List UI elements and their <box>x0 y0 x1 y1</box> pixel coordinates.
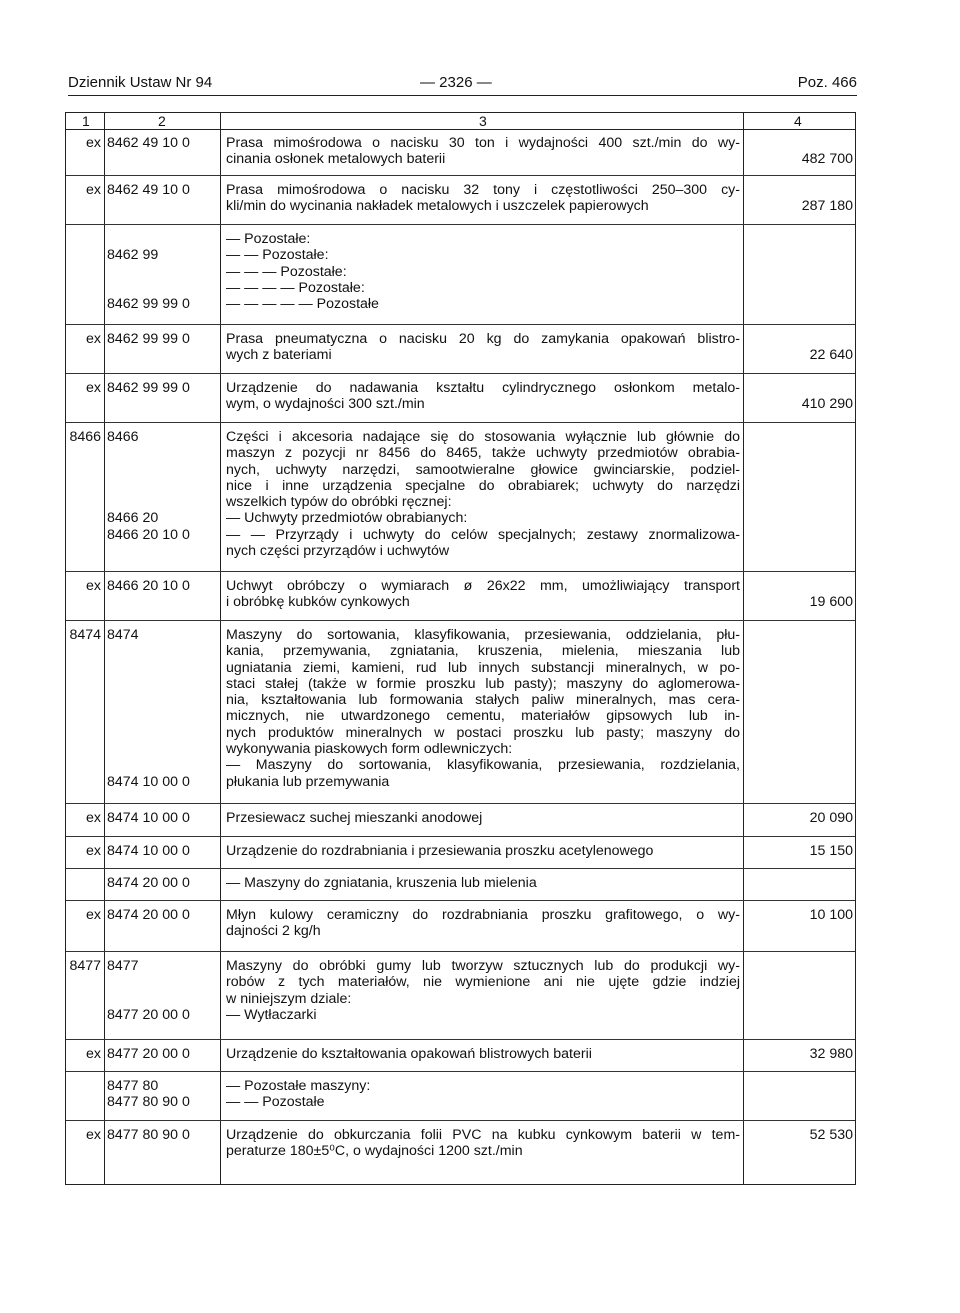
cn-code <box>107 494 217 510</box>
row-marker: 8477 <box>69 958 101 974</box>
description-line: cinania osłonek metalowych baterii <box>226 151 446 168</box>
description-line: wykonywania piaskowych form odlewniczych: <box>226 741 513 758</box>
value-cell: 32 980 <box>809 1046 853 1062</box>
row-separator <box>66 803 855 804</box>
row-marker: ex <box>86 182 101 198</box>
description-cell <box>226 331 740 364</box>
cn-code: 8474 10 00 0 <box>107 773 190 790</box>
row-separator <box>66 951 855 952</box>
cn-code <box>107 280 217 296</box>
column-header-3: 3 <box>479 113 487 129</box>
cn-code: 8474 10 00 0 <box>107 843 190 859</box>
description-cell <box>226 182 740 215</box>
description-line: Maszyny do sortowania, klasyfikowania, przesiewania, oddzielania, płu- <box>226 627 740 643</box>
description-cell <box>226 135 740 168</box>
description-line: peraturze 180±5⁰C, o wydajności 1200 szt./min <box>226 1143 523 1160</box>
description-line: staci stałej (także w formie proszku lub pasty); maszyny do aglomerowa- <box>226 675 740 692</box>
description-cell <box>226 380 740 413</box>
row-marker: ex <box>86 843 101 859</box>
value-cell: 52 530 <box>809 1127 853 1143</box>
column-header-2: 2 <box>158 113 166 129</box>
description-line: kania, przemywania, zgniatania, kruszenia, mielenia, mieszania lub <box>226 643 740 660</box>
cn-code-cell <box>107 231 217 312</box>
value-cell: 410 290 <box>801 396 853 413</box>
description-line: Prasa mimośrodowa o nacisku 30 ton i wydajności 400 szt./min do wy- <box>226 135 740 151</box>
description-line: dajności 2 kg/h <box>226 923 321 940</box>
description-line: Urządzenie do kształtowania opakowań blistrowych baterii <box>226 1046 592 1062</box>
row-marker: ex <box>86 1046 101 1062</box>
description-line: wych z bateriami <box>226 347 332 364</box>
row-marker: ex <box>86 135 101 151</box>
description-line: — — Pozostałe: <box>226 247 329 264</box>
description-cell <box>226 843 740 859</box>
value-cell: 287 180 <box>801 198 853 215</box>
row-separator <box>66 422 855 423</box>
cn-code <box>107 741 217 757</box>
row-separator <box>66 571 855 572</box>
row-marker: ex <box>86 810 101 826</box>
cn-code-cell <box>107 958 217 1023</box>
position-number: Poz. 466 <box>797 74 857 91</box>
description-line: Uchwyt obróbczy o wymiarach ø 26x22 mm, umożliwiający transport <box>226 578 740 594</box>
description-line: — Maszyny do sortowania, klasyfikowania, przesiewania, rozdzielania, <box>226 757 740 774</box>
row-marker: 8474 <box>69 627 101 643</box>
cn-code-cell <box>107 380 217 396</box>
description-line: — — — — Pozostałe: <box>226 279 365 296</box>
cn-code <box>107 478 217 494</box>
description-line: Części i akcesoria nadające się do stosowania wyłącznie lub głównie do <box>226 429 740 445</box>
description-line: nia, kształtowania lub formowania stałych paliw mineralnych, mas cera- <box>226 692 740 709</box>
cn-code <box>107 264 217 280</box>
cn-code: 8462 99 99 0 <box>107 331 190 347</box>
cn-code-cell <box>107 875 217 891</box>
value-cell: 22 640 <box>809 347 853 364</box>
description-line: Urządzenie do obkurczania folii PVC na kubku cynkowym baterii w tem- <box>226 1127 740 1143</box>
cn-code: 8466 <box>107 429 139 445</box>
cn-code <box>107 660 217 676</box>
cn-code: 8462 49 10 0 <box>107 135 190 151</box>
description-line: i obróbkę kubków cynkowych <box>226 594 410 611</box>
value-cell: 15 150 <box>809 843 853 859</box>
description-line: robów z tych materiałów, nie wymienione ani nie ujęte gdzie indziej <box>226 974 740 991</box>
row-marker: ex <box>86 331 101 347</box>
cn-code <box>107 676 217 692</box>
row-separator <box>66 373 855 374</box>
description-line: Maszyny do obróbki gumy lub tworzyw sztucznych lub do produkcji wy- <box>226 958 740 974</box>
description-line: wym, o wydajności 300 szt./min <box>226 396 425 413</box>
cn-code-cell <box>107 627 217 790</box>
cn-code <box>107 708 217 724</box>
cn-code: 8477 20 00 0 <box>107 1046 190 1062</box>
cn-code: 8466 20 10 0 <box>107 578 190 594</box>
row-separator <box>66 175 855 176</box>
column-divider <box>104 113 105 1184</box>
cn-code-cell <box>107 135 217 151</box>
row-marker: ex <box>86 1127 101 1143</box>
cn-code: 8474 10 00 0 <box>107 810 190 826</box>
column-header-1: 1 <box>82 113 90 129</box>
description-line: kli/min do wycinania nakładek metalowych i uszczelek papierowych <box>226 198 649 215</box>
value-cell: 20 090 <box>809 810 853 826</box>
description-line: nych części przyrządów i uchwytów <box>226 543 450 560</box>
cn-code: 8477 80 90 0 <box>107 1127 190 1143</box>
value-cell: 19 600 <box>809 594 853 611</box>
description-line: Młyn kulowy ceramiczny do rozdrabniania proszku grafitowego, o wy- <box>226 907 740 923</box>
cn-code-cell <box>107 810 217 826</box>
cn-code: 8462 99 99 0 <box>107 296 190 313</box>
description-line: — — Przyrządy i uchwyty do celów specjalnych; zestawy znormalizowa- <box>226 526 740 543</box>
cn-code <box>107 974 217 990</box>
cn-code: 8466 20 <box>107 510 159 527</box>
cn-code-cell <box>107 331 217 347</box>
description-cell <box>226 1127 740 1160</box>
description-cell <box>226 875 740 891</box>
description-line: micznych, nie utwardzonego cementu, materiałów gipsowych lub in- <box>226 708 740 725</box>
cn-code <box>107 462 217 478</box>
description-line: w niniejszym dziale: <box>226 990 352 1007</box>
cn-code: 8474 20 00 0 <box>107 907 190 923</box>
cn-code-cell <box>107 182 217 198</box>
cn-code <box>107 757 217 773</box>
cn-code-cell <box>107 907 217 923</box>
cn-code <box>107 231 217 247</box>
cn-code <box>107 692 217 708</box>
row-separator <box>66 620 855 621</box>
description-line: — Pozostałe maszyny: <box>226 1078 371 1094</box>
row-marker: 8466 <box>69 429 101 445</box>
row-separator <box>66 1071 855 1072</box>
value-cell: 10 100 <box>809 907 853 923</box>
page-number: — 2326 — <box>420 74 492 91</box>
column-header-4: 4 <box>794 113 802 129</box>
description-line: maszyn z pozycji nr 8456 do 8465, także uchwyty przedmiotów obrabia- <box>226 445 740 462</box>
description-line: — — — — — Pozostałe <box>226 296 379 313</box>
journal-title: Dziennik Ustaw Nr 94 <box>68 74 213 91</box>
cn-code: 8477 80 <box>107 1078 159 1094</box>
row-separator <box>66 1039 855 1040</box>
description-line: Przesiewacz suchej mieszanki anodowej <box>226 810 483 826</box>
cn-code: 8462 99 99 0 <box>107 380 190 396</box>
description-cell <box>226 1078 740 1111</box>
cn-code <box>107 991 217 1007</box>
description-cell <box>226 627 740 790</box>
cn-code <box>107 445 217 461</box>
description-line: — Uchwyty przedmiotów obrabianych: <box>226 510 468 527</box>
description-cell <box>226 958 740 1023</box>
cn-code: 8477 <box>107 958 139 974</box>
cn-code-cell <box>107 578 217 594</box>
row-separator <box>66 224 855 225</box>
description-line: nice i inne urządzenia specjalne do obrabiarek; uchwyty do narzędzi <box>226 477 740 494</box>
description-cell <box>226 231 740 312</box>
cn-code-cell <box>107 843 217 859</box>
cn-code: 8466 20 10 0 <box>107 526 190 543</box>
cn-code-cell <box>107 429 217 543</box>
cn-code <box>107 725 217 741</box>
description-line: wszelkich typów do obróbki ręcznej: <box>226 494 452 511</box>
header-rule <box>68 95 857 96</box>
description-line: ugniatania ziemi, kamieni, rud lub innych substancji mineralnych, w po- <box>226 659 740 676</box>
description-cell <box>226 1046 740 1062</box>
cn-code: 8462 49 10 0 <box>107 182 190 198</box>
description-cell <box>226 907 740 940</box>
cn-code-cell <box>107 1127 217 1143</box>
description-line: Prasa pneumatyczna o nacisku 20 kg do zamykania opakowań blistro- <box>226 331 740 347</box>
description-line: — Pozostałe: <box>226 231 311 247</box>
description-cell <box>226 810 740 826</box>
column-divider <box>220 113 221 1184</box>
row-separator <box>66 1120 855 1121</box>
cn-code: 8474 20 00 0 <box>107 875 190 891</box>
description-line: nych produktów mineralnych w postaci proszku lub pasty; maszyny do <box>226 724 740 741</box>
description-line: — Maszyny do zgniatania, kruszenia lub mielenia <box>226 875 537 891</box>
cn-code-cell <box>107 1046 217 1062</box>
column-divider <box>743 113 744 1184</box>
tariff-table <box>65 112 856 1185</box>
value-cell: 482 700 <box>801 151 853 168</box>
description-line: — — — Pozostałe: <box>226 263 347 280</box>
cn-code: 8477 80 90 0 <box>107 1094 190 1111</box>
row-marker: ex <box>86 380 101 396</box>
description-cell <box>226 578 740 611</box>
row-marker: ex <box>86 578 101 594</box>
description-line: płukania lub przemywania <box>226 773 390 790</box>
cn-code-cell <box>107 1078 217 1111</box>
description-line: Prasa mimośrodowa o nacisku 32 tony i częstotliwości 250–300 cy- <box>226 182 740 198</box>
cn-code: 8477 20 00 0 <box>107 1006 190 1023</box>
description-line: Urządzenie do rozdrabniania i przesiewania proszku acetylenowego <box>226 843 654 859</box>
description-line: Urządzenie do nadawania kształtu cylindrycznego osłonkom metalo- <box>226 380 740 396</box>
row-separator <box>66 900 855 901</box>
column-headers <box>66 113 855 130</box>
cn-code: 8474 <box>107 627 139 643</box>
cn-code: 8462 99 <box>107 247 159 264</box>
row-separator <box>66 868 855 869</box>
row-separator <box>66 836 855 837</box>
description-line: — Wytłaczarki <box>226 1006 317 1023</box>
description-line: nych, uchwyty narzędzi, samootwieralne głowice gwinciarskie, podziel- <box>226 461 740 478</box>
cn-code <box>107 643 217 659</box>
row-marker: ex <box>86 907 101 923</box>
description-line: — — Pozostałe <box>226 1094 325 1111</box>
description-cell <box>226 429 740 559</box>
row-separator <box>66 324 855 325</box>
